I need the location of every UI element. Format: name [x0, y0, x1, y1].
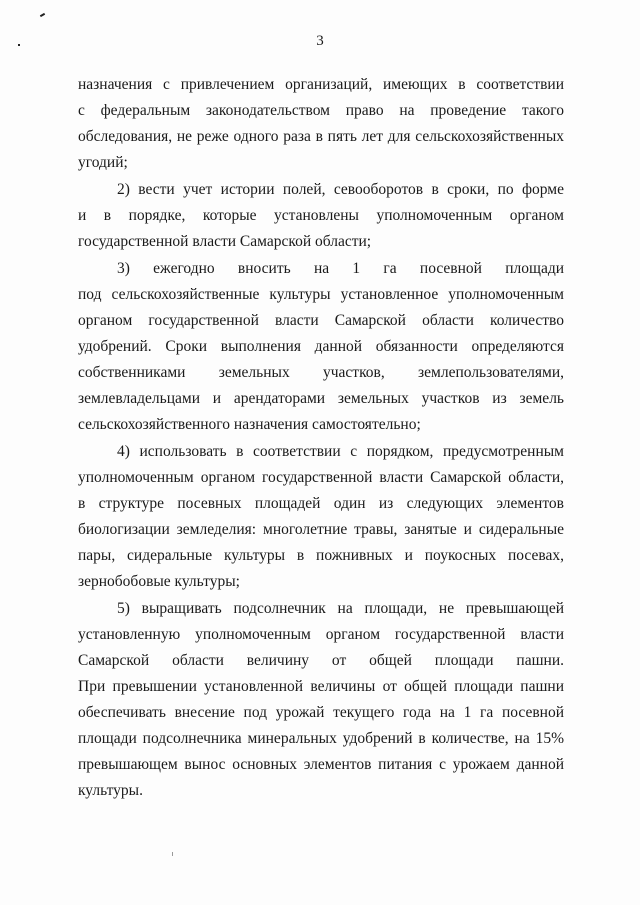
scan-speck	[40, 13, 45, 17]
text-line: установленную уполномоченным органом государственной власти	[78, 626, 564, 643]
text-line: государственной власти Самарской области;	[78, 233, 372, 250]
text-line: уполномоченным органом государственной власти Самарской области,	[78, 469, 564, 486]
text-line: 4) использовать в соответствии с порядком, предусмотренным	[117, 443, 564, 460]
text-line: удобрений. Сроки выполнения данной обязанности определяются	[78, 338, 564, 355]
text-line: землевладельцами и арендаторами земельных участков из земель	[78, 390, 564, 407]
text-line: под сельскохозяйственные культуры установленное уполномоченным	[78, 286, 564, 303]
text-line: При превышении установленной величины от общей площади пашни	[78, 678, 564, 695]
text-line: площади подсолнечника минеральных удобрений в количестве, на 15%	[78, 730, 564, 747]
text-line: превышающем вынос основных элементов питания с урожаем данной	[78, 756, 564, 773]
text-line: обследования, не реже одного раза в пять лет для сельскохозяйственных	[78, 128, 564, 145]
text-line: сельскохозяйственного назначения самостоятельно;	[78, 416, 421, 433]
text-line: 5) выращивать подсолнечник на площади, не превышающей	[117, 600, 564, 617]
text-line: биологизации земледелия: многолетние травы, занятые и сидеральные	[78, 521, 564, 538]
text-line: 3) ежегодно вносить на 1 га посевной площади	[117, 260, 564, 277]
text-line: и в порядке, которые установлены уполномоченным органом	[78, 207, 564, 224]
text-line: пары, сидеральные культуры в пожнивных и поукосных посевах,	[78, 547, 564, 564]
text-line: культуры.	[78, 782, 143, 799]
page-number: 3	[316, 33, 324, 49]
text-line: с федеральным законодательством право на проведение такого	[78, 102, 564, 119]
text-line: собственниками земельных участков, землепользователями,	[78, 364, 564, 381]
text-line: угодий;	[78, 154, 128, 171]
text-line: органом государственной власти Самарской области количество	[78, 312, 564, 329]
text-line: Самарской области величину от общей площади пашни.	[78, 652, 564, 669]
text-line: 2) вести учет истории полей, севооборотов в сроки, по форме	[117, 181, 564, 198]
scan-speck	[172, 852, 173, 856]
text-line: зернобобовые культуры;	[78, 573, 240, 590]
text-line: назначения с привлечением организаций, имеющих в соответствии	[78, 76, 564, 93]
text-line: в структуре посевных площадей один из следующих элементов	[78, 495, 564, 512]
text-line: обеспечивать внесение под урожай текущего года на 1 га посевной	[78, 704, 564, 721]
